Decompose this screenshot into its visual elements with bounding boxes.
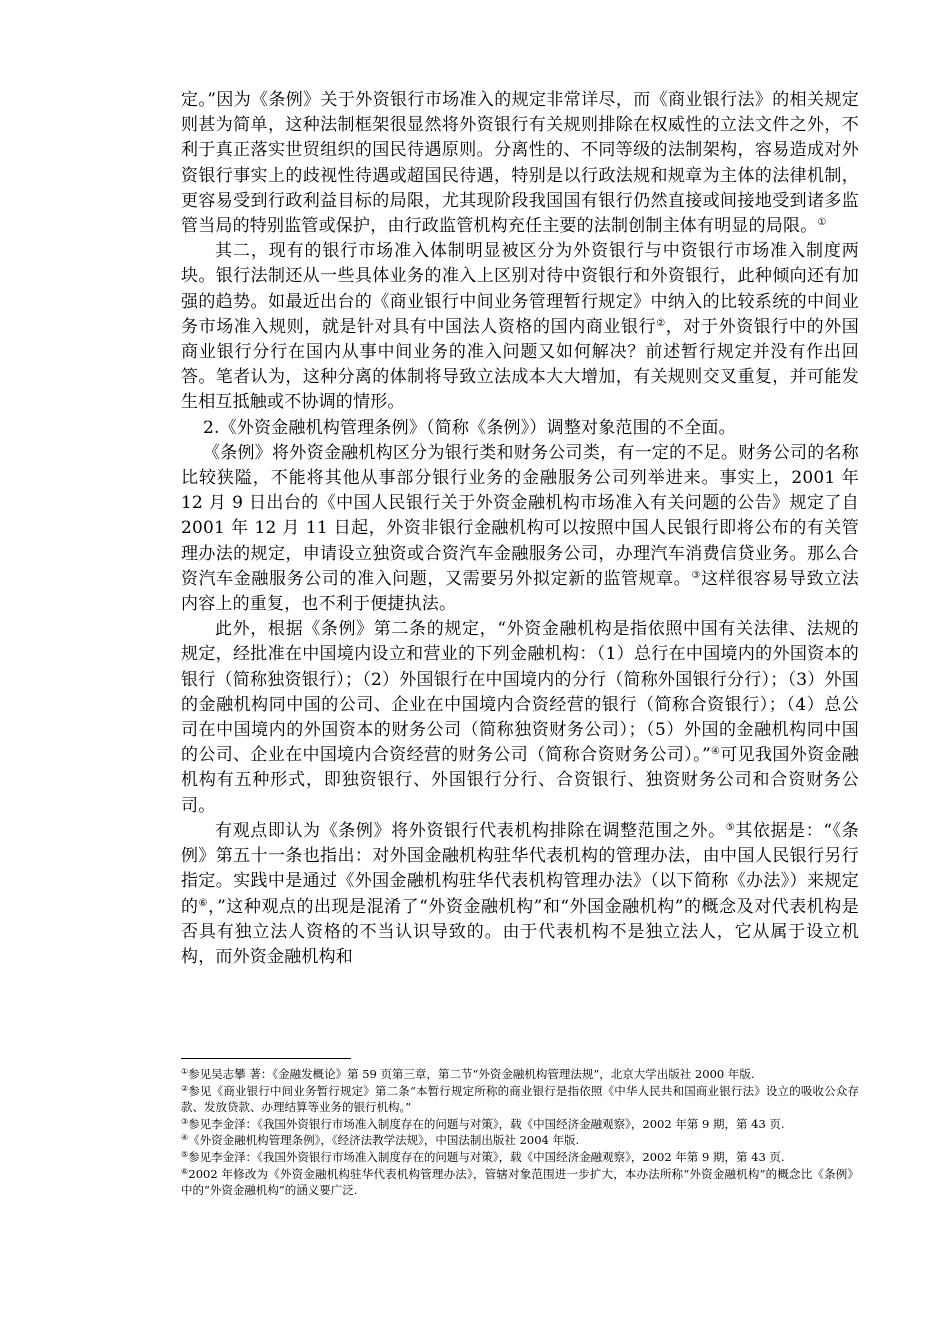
footnote-ref: ⑥ [198,897,209,909]
paragraph-5 [181,819,859,970]
footnote-text: 《外资金融机构管理条例》，《经济法教学法规》，中国法制出版社 2004 年版. [188,1133,580,1148]
footnote-separator [181,1058,351,1059]
paragraph-4 [181,617,859,819]
footnote-ref: ⑤ [725,821,736,833]
heading-text: 2.《外资金融机构管理条例》（简称《条例》）调整对象范围的不全面。 [203,417,736,438]
paragraph-3 [181,441,859,617]
section-heading [181,416,859,441]
footnote-1 [181,1066,859,1083]
footnote-3 [181,1116,859,1133]
footnote-mark: ③ [181,1116,189,1126]
footnote-mark: ⑥ [181,1166,189,1176]
paragraph-text: 《条例》将外资金融机构区分为银行类和财务公司类，有一定的不足。财务公司的名称比较狭隘，不能将其他从事部分银行业务的金融服务公司列举进来。事实上，2001 年 12 月 9 日出台的《中国人民银行关于外资金融机构市场准入有关问题的公告》规定了自 2001 年 12 月 11 日起，外资非银行金融机构可以按照中国人民银行即将公布的有关管理办法的规定，申请设立独资或合资汽车金融服务公司，办理汽车消费信贷业务。那么合资汽车金融服务公司的准入问题，又需要另外拟定新的监管规章。 [181,442,859,589]
paragraph-text: 此外，根据《条例》第二条的规定，“外资金融机构是指依照中国有关法律、法规的规定，经批准在中国境内设立和营业的下列金融机构：（1）总行在中国境内的外国资本的银行（简称独资银行）；（2）外国银行在中国境内的分行（简称外国银行分行）；（3）外国的金融机构同中国的公司、企业在中国境内合资经营的银行（简称合资银行）；（4）总公司在中国境内的外国资本的财务公司（简称独资财务公司）；（5）外国的金融机构同中国的公司、企业在中国境内合资经营的财务公司（简称合资财务公司）。” [181,619,859,766]
document-body [181,88,859,970]
footnote-2 [181,1083,859,1116]
footnote-text: 参见《商业银行中间业务暂行规定》第二条“本暂行规定所称的商业银行是指依照《中华人民共和国商业银行法》设立的吸收公众存款、发放贷款、办理结算等业务的银行机构。” [181,1083,860,1115]
paragraph-text-cont: 其依据是：“《条例》第五十一条也指出：对外国金融机构驻华代表机构的管理办法，由中国人民银行另行指定。实践中是通过《外国金融机构驻华代表机构管理办法》（以下简称《办法》）来规定的 [181,820,859,917]
footnote-6 [181,1166,859,1199]
footnote-mark: ⑤ [181,1149,189,1159]
paragraph-text-cont: ，”这种观点的出现是混淆了“外资金融机构”和“外国金融机构”的概念及对代表机构是否具有独立法人资格的不当认识导致的。由于代表机构不是独立法人，它从属于设立机构，而外资金融机构和 [181,896,860,967]
paragraph-1 [181,88,859,239]
paragraph-text: 有观点即认为《条例》将外资银行代表机构排除在调整范围之外。 [215,820,726,841]
paragraph-text-cont: ，对于外资银行中的外国商业银行分行在国内从事中间业务的准入问题又如何解决？前述暂行规定并没有作出回答。笔者认为，这种分离的体制将导致立法成本大大增加，有关规则交叉重复，并可能发生相互抵触或不协调的情形。 [181,316,860,413]
footnote-5 [181,1149,859,1166]
footnote-4 [181,1132,859,1149]
footnote-ref: ③ [691,569,701,581]
footnotes [181,1066,859,1199]
footnote-text: 参见吴志攀 著：《金融发概论》第 59 页第三章，第二节“外资金融机构管理法规”，北京大学出版社 2000 年版. [188,1067,755,1081]
footnote-mark: ④ [181,1133,189,1143]
footnote-ref: ④ [710,746,721,758]
footnote-text: 参见李金泽：《我国外资银行市场准入制度存在的问题与对策》，载《中国经济金融观察》，2002 年第 9 期，第 43 页. [188,1149,785,1164]
paragraph-2 [181,239,859,415]
footnote-ref: ② [656,317,666,329]
paragraph-text-cont: 可见我国外资金融机构有五种形式，即独资银行、外国银行分行、合资银行、独资财务公司和合资财务公司。 [181,745,859,816]
footnote-text: 2002 年修改为《外资金融机构驻华代表机构管理办法》，管辖对象范围进一步扩大，本办法所称“外资金融机构”的概念比《条例》中的“外资金融机构”的涵义要广泛. [181,1166,859,1198]
footnote-mark: ② [181,1083,189,1093]
paragraph-text-cont: 这样很容易导致立法内容上的重复，也不利于便捷执法。 [181,568,859,615]
paragraph-text: 其二，现有的银行市场准入体制明显被区分为外资银行与中资银行市场准入制度两块。银行法制还从一些具体业务的准入上区别对待中资银行和外资银行，此种倾向还有加强的趋势。如最近出台的《商业银行中间业务管理暂行规定》中纳入的比较系统的中间业务市场准入规则，就是针对具有中国法人资格的国内商业银行 [181,241,859,337]
paragraph-text: 定。”因为《条例》关于外资银行市场准入的规定非常详尽，而《商业银行法》的相关规定则甚为简单，这种法制框架很显然将外资银行有关规则排除在权威性的立法文件之外，不利于真正落实世贸组织的国民待遇原则。分离性的、不同等级的法制架构，容易造成对外资银行事实上的歧视性待遇或超国民待遇，特别是以行政法规和规章为主体的法律机制，更容易受到行政利益目标的局限，尤其现阶段我国国有银行仍然直接或间接地受到诸多监管当局的特别监管或保护，由行政监管机构充任主要的法制创制主体有明显的局限。 [181,90,859,237]
footnote-ref: ① [817,217,827,229]
footnote-mark: ① [181,1067,189,1076]
footnote-text: 参见李金泽：《我国外资银行市场准入制度存在的问题与对策》，载《中国经济金融观察》，2002 年第 9 期，第 43 页. [188,1116,785,1131]
